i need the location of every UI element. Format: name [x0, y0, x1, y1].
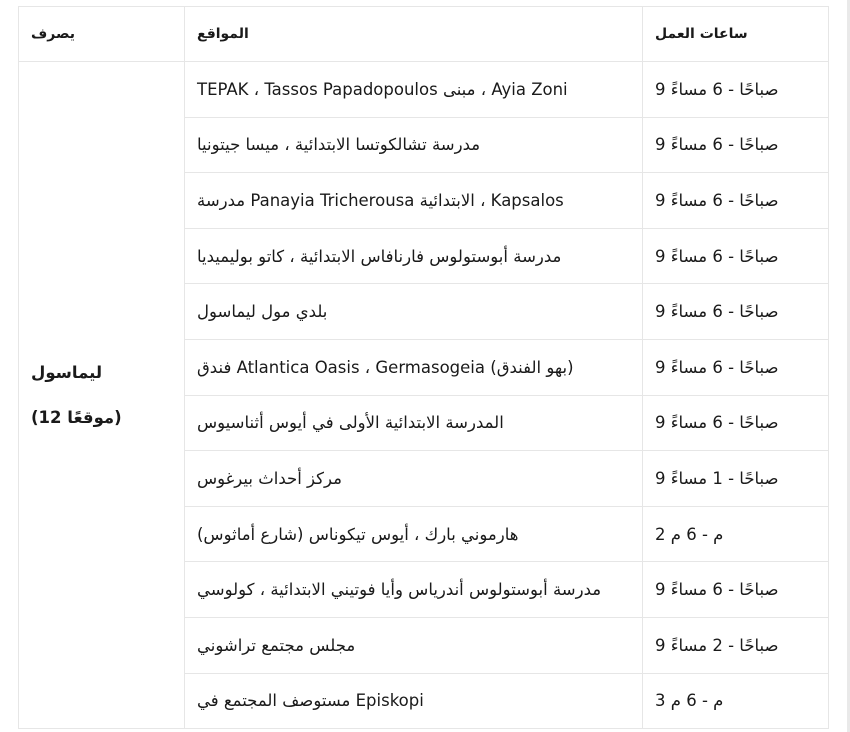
table-body: [19, 62, 829, 729]
hours-cell: صباحًا - 6 مساءً 9: [643, 62, 829, 118]
location-cell: مجلس مجتمع تراشوني: [185, 617, 643, 673]
hours-cell: صباحًا - 6 مساءً 9: [643, 339, 829, 395]
location-cell: مدرسة أبوستولوس أندرياس وأيا فوتيني الابتدائية ، كولوسي: [185, 562, 643, 618]
district-name: ليماسول: [31, 363, 103, 383]
hours-cell: م - 6 م 3: [643, 673, 829, 729]
location-cell: المدرسة الابتدائية الأولى في أيوس أثناسيوس: [185, 395, 643, 451]
hours-cell: صباحًا - 6 مساءً 9: [643, 228, 829, 284]
location-cell: مدرسة تشالكوتسا الابتدائية ، ميسا جيتونيا: [185, 117, 643, 173]
hours-cell: صباحًا - 6 مساءً 9: [643, 117, 829, 173]
header-hours: ساعات العمل: [643, 7, 829, 62]
hours-cell: صباحًا - 2 مساءً 9: [643, 617, 829, 673]
district-site-count: (موقعًا 12): [31, 408, 122, 428]
hours-cell: صباحًا - 1 مساءً 9: [643, 451, 829, 507]
header-locations: المواقع: [185, 7, 643, 62]
hours-cell: صباحًا - 6 مساءً 9: [643, 284, 829, 340]
location-cell: مدرسة Panayia Tricherousa الابتدائية ، Kapsalos: [185, 173, 643, 229]
location-cell: بلدي مول ليماسول: [185, 284, 643, 340]
location-cell: مركز أحداث بيرغوس: [185, 451, 643, 507]
location-cell: مدرسة أبوستولوس فارنافاس الابتدائية ، كاتو بوليميديا: [185, 228, 643, 284]
table-row: [19, 62, 829, 118]
location-cell: مستوصف المجتمع في Episkopi: [185, 673, 643, 729]
vaccination-sites-table: [18, 6, 829, 729]
table-header-row: [19, 7, 829, 62]
hours-cell: م - 6 م 2: [643, 506, 829, 562]
location-cell: TEPAK ، Tassos Papadopoulos مبنى ، Ayia Zoni: [185, 62, 643, 118]
hours-cell: صباحًا - 6 مساءً 9: [643, 395, 829, 451]
location-cell: فندق Atlantica Oasis ، Germasogeia (بهو الفندق): [185, 339, 643, 395]
header-district: يصرف: [19, 7, 185, 62]
hours-cell: صباحًا - 6 مساءً 9: [643, 173, 829, 229]
district-cell: [19, 62, 185, 729]
location-cell: هارموني بارك ، أيوس تيكوناس (شارع أماثوس): [185, 506, 643, 562]
hours-cell: صباحًا - 6 مساءً 9: [643, 562, 829, 618]
